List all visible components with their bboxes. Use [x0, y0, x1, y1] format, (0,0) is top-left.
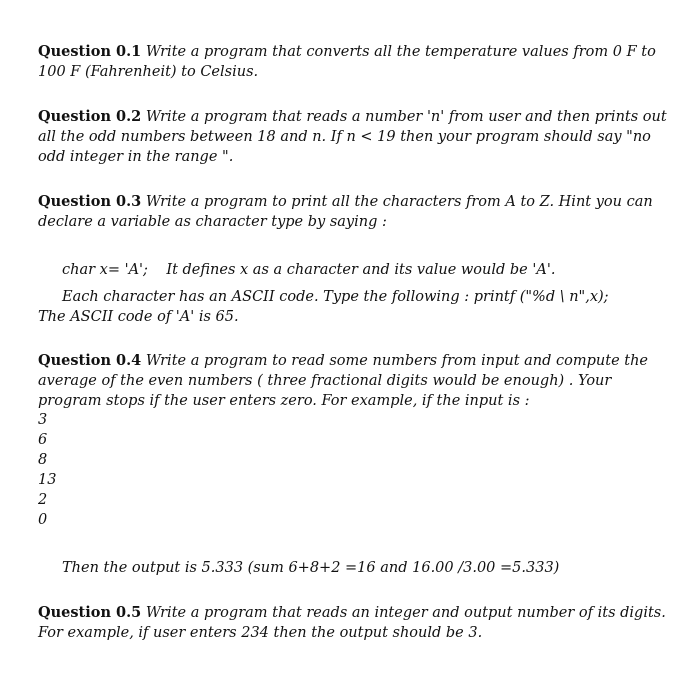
input-number: 2 [38, 492, 48, 508]
question-0-4 [38, 351, 674, 411]
input-number: 13 [38, 472, 57, 488]
input-number: 6 [38, 432, 48, 448]
question-text: Write a program that reads an integer and output number of its digits. For example, if user enters 234 then the output should be 3. [38, 605, 666, 641]
question-text: Write a program that reads a number 'n' from user and then prints out all the odd numbers between 18 and n. If n < 19 then your program should say "no odd integer in the range ". [38, 109, 667, 165]
question-0-2 [38, 107, 674, 167]
input-number: 0 [38, 512, 48, 528]
q4-output: Then the output is 5.333 (sum 6+8+2 =16 and 16.00 /3.00 =5.333) [62, 560, 560, 576]
question-label: Question 0.4 [38, 352, 142, 369]
question-text: Write a program that converts all the temperature values from 0 F to 100 F (Fahrenheit) to Celsius. [38, 44, 656, 80]
input-number: 8 [38, 452, 48, 468]
question-label: Question 0.3 [38, 193, 142, 210]
input-number: 3 [38, 412, 48, 428]
q3-char-example: char x= 'A'; It defines x as a character and its value would be 'A'. [62, 262, 556, 278]
question-label: Question 0.5 [38, 604, 142, 621]
question-0-5 [38, 603, 674, 643]
question-0-1 [38, 42, 674, 82]
question-text: Write a program to read some numbers from input and compute the average of the even numbers ( three fractional digits would be enough) . Your program stops if the user enters zero. For example, if the input is : [38, 353, 649, 409]
q3-ascii-a: The ASCII code of 'A' is 65. [38, 309, 239, 325]
question-label: Question 0.1 [38, 43, 142, 60]
question-0-3 [38, 192, 674, 232]
question-label: Question 0.2 [38, 108, 142, 125]
question-text: Write a program to print all the characters from A to Z. Hint you can declare a variable as character type by saying : [38, 194, 653, 230]
q3-ascii-hint: Each character has an ASCII code. Type the following : printf ("%d \ n",x); [62, 289, 609, 305]
